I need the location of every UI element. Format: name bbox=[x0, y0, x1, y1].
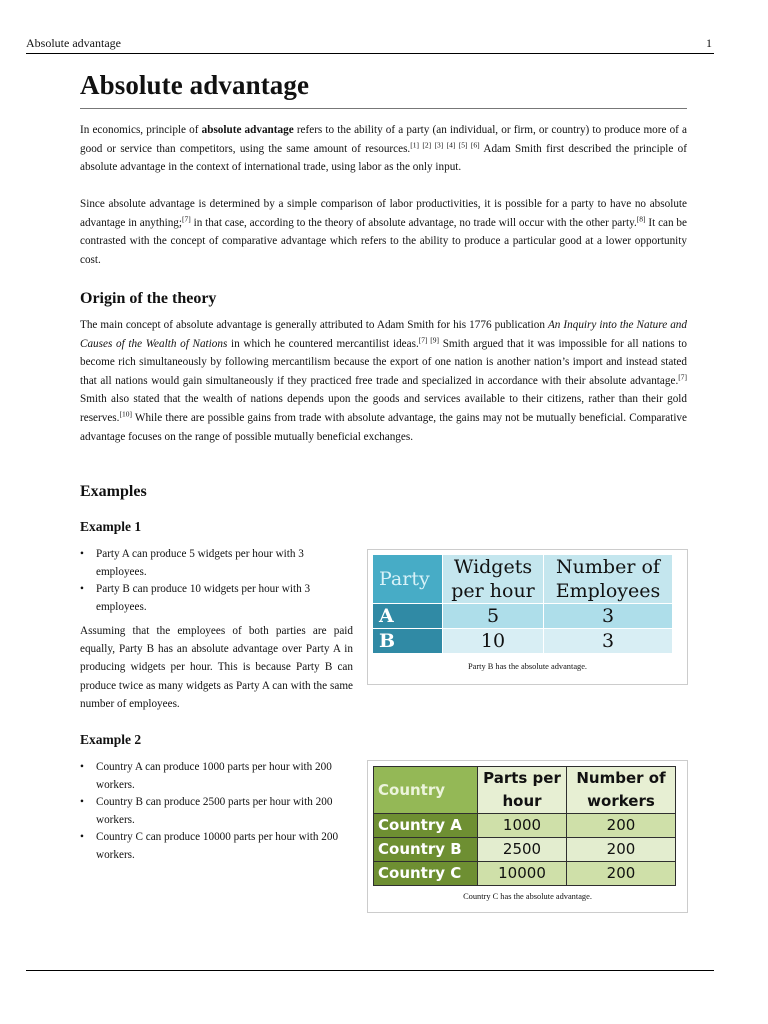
table-cell: 10 bbox=[443, 629, 544, 654]
table-header-cell: Number of Employees bbox=[544, 555, 673, 604]
header-divider bbox=[26, 53, 714, 54]
table-header-cell: Widgets per hour bbox=[443, 555, 544, 604]
citation-ref[interactable]: [8] bbox=[636, 213, 646, 223]
subheading-example-1: Example 1 bbox=[80, 519, 142, 534]
origin-paragraph: The main concept of absolute advantage is generally attributed to Adam Smith for his 1776 publication An Inquiry into the Nature and Causes of the Wealth of Nations in which he countered mercantilist ideas.[7] [9] Smith argued that it was impossible for all nations to become rich simultaneously by following mercantilism because the export of one nation is another nation’s import and instead stated that all nations would gain simultaneously if they practiced free trade and specialized in accordance with their absolute advantage.[7] Smith also stated that the wealth of nations depends upon the goods and services available to their citizens, rather than their gold reserves.[10] While there are possible gains from trade with absolute advantage, the gains may not be mutually beneficial. Comparative advantage focuses on the range of possible mutually beneficial exchanges. bbox=[80, 319, 687, 443]
table-row bbox=[374, 838, 676, 862]
citation-ref[interactable]: [7] bbox=[182, 213, 191, 223]
table-row-header: B bbox=[373, 629, 443, 654]
list-item: • Party B can produce 10 widgets per hour with 3 employees. bbox=[80, 583, 311, 613]
table-cell: 200 bbox=[567, 838, 676, 862]
table-row-header: Country C bbox=[374, 862, 478, 886]
table-row-header: Country B bbox=[374, 838, 478, 862]
section-heading-origin: Origin of the theory bbox=[80, 290, 217, 307]
figure-caption: Country C has the absolute advantage. bbox=[463, 892, 592, 901]
table-cell: 3 bbox=[544, 604, 673, 629]
figure-caption: Party B has the absolute advantage. bbox=[467, 662, 588, 671]
table-row bbox=[374, 862, 676, 886]
table-cell: 2500 bbox=[478, 838, 567, 862]
figure-example-1 bbox=[367, 549, 688, 685]
table-row bbox=[374, 814, 676, 838]
parts-table bbox=[373, 766, 676, 886]
table-header-cell: Country bbox=[374, 767, 478, 814]
table-cell: 200 bbox=[567, 862, 676, 886]
subheading-example-2: Example 2 bbox=[80, 732, 142, 747]
table-cell: 10000 bbox=[478, 862, 567, 886]
widgets-table bbox=[372, 554, 673, 654]
table-cell: 1000 bbox=[478, 814, 567, 838]
example-1-bullet-list bbox=[80, 546, 352, 616]
footer-divider bbox=[26, 970, 714, 971]
table-header-cell: Number of workers bbox=[567, 767, 676, 814]
table-header-row bbox=[373, 555, 673, 604]
intro-paragraph-1: In economics, principle of absolute advantage refers to the ability of a party (an individual, or firm, or country) to produce more of a good or service than competitors, using the same amount of resources.[1] [2] [3] [4] [5] [6] Adam Smith first described the principle of absolute advantage in the context of international trade, using labor as the only input. bbox=[80, 124, 688, 174]
table-row-header: Country A bbox=[374, 814, 478, 838]
table-header-row bbox=[374, 767, 676, 814]
table-row-header: A bbox=[373, 604, 443, 629]
list-item: • Party A can produce 5 widgets per hour with 3 employees. bbox=[80, 548, 304, 578]
title-divider bbox=[80, 108, 687, 109]
example-2-bullet-list bbox=[80, 759, 352, 865]
table-row bbox=[373, 629, 673, 654]
table-row bbox=[373, 604, 673, 629]
book-title: An Inquiry into the Nature and Causes of the Wealth of Nations bbox=[80, 319, 687, 350]
table-cell: 3 bbox=[544, 629, 673, 654]
table-cell: 5 bbox=[443, 604, 544, 629]
example-1-paragraph: Assuming that the employees of both parties are paid equally, Party B has an absolute advantage over Party A in producing widgets per hour. This is because Party B can produce twice as many widgets as Party A can with the same number of employees. bbox=[80, 625, 353, 710]
intro-paragraph-2: Since absolute advantage is determined by a simple comparison of labor productivities, it is possible for a party to have no absolute advantage in anything;[7] in that case, according to the theory of absolute advantage, no trade will occur with the other party.[8] It can be contrasted with the concept of comparative advantage which refers to the ability to produce a particular good at a lower opportunity cost. bbox=[80, 198, 687, 266]
citation-ref[interactable]: [10] bbox=[119, 409, 132, 419]
list-item: • Country A can produce 1000 parts per hour with 200 workers. bbox=[80, 761, 332, 791]
list-item: • Country B can produce 2500 parts per hour with 200 workers. bbox=[80, 796, 333, 826]
list-item: • Country C can produce 10000 parts per hour with 200 workers. bbox=[80, 831, 339, 861]
citation-ref[interactable]: [7] bbox=[678, 372, 687, 382]
table-header-cell: Party bbox=[373, 555, 443, 604]
table-cell: 200 bbox=[567, 814, 676, 838]
citation-refs[interactable]: [1] [2] [3] [4] [5] [6] bbox=[410, 139, 480, 149]
bold-term: absolute advantage bbox=[201, 124, 294, 136]
section-heading-examples: Examples bbox=[80, 483, 147, 500]
table-header-cell: Parts per hour bbox=[478, 767, 567, 814]
page-title: Absolute advantage bbox=[80, 70, 310, 100]
running-header-title: Absolute advantage bbox=[26, 36, 121, 50]
figure-example-2 bbox=[367, 760, 688, 913]
citation-refs[interactable]: [7] [9] bbox=[418, 334, 440, 344]
page-number: 1 bbox=[706, 36, 712, 50]
